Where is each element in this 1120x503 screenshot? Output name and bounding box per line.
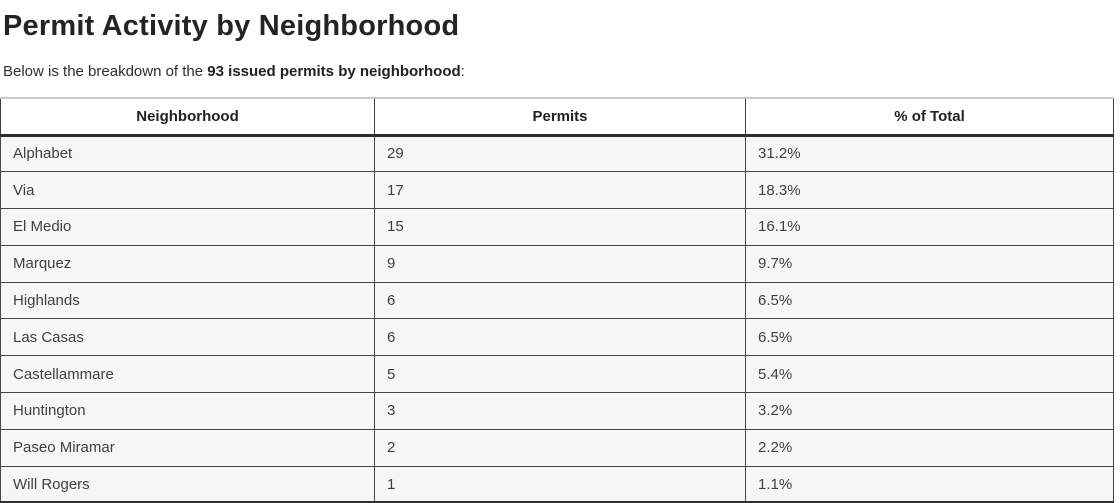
table-row — [1, 282, 1114, 319]
intro-prefix: Below is the breakdown of the — [3, 63, 208, 80]
table-header — [1, 98, 1114, 135]
permits-table — [0, 97, 1114, 503]
cell-neighborhood: Castellammare — [1, 356, 375, 393]
cell-pct: 2.2% — [746, 429, 1114, 466]
cell-pct: 9.7% — [746, 245, 1114, 282]
table-row — [1, 172, 1114, 209]
table-row — [1, 393, 1114, 430]
cell-permits: 5 — [375, 356, 746, 393]
cell-pct: 5.4% — [746, 356, 1114, 393]
table-body — [1, 135, 1114, 503]
cell-pct: 6.5% — [746, 319, 1114, 356]
column-header-neighborhood: Neighborhood — [1, 98, 375, 135]
table-row — [1, 429, 1114, 466]
intro-bold-highlight: 93 issued permits by neighborhood — [207, 63, 461, 80]
cell-neighborhood: El Medio — [1, 209, 375, 246]
cell-permits: 3 — [375, 393, 746, 430]
cell-pct: 31.2% — [746, 135, 1114, 172]
cell-neighborhood: Via — [1, 172, 375, 209]
cell-permits: 1 — [375, 466, 746, 503]
intro-suffix: : — [460, 63, 465, 80]
table-row — [1, 319, 1114, 356]
cell-permits: 6 — [375, 282, 746, 319]
table-row — [1, 209, 1114, 246]
cell-neighborhood: Marquez — [1, 245, 375, 282]
table-row — [1, 356, 1114, 393]
cell-neighborhood: Alphabet — [1, 135, 375, 172]
cell-pct: 1.1% — [746, 466, 1114, 503]
cell-permits: 15 — [375, 209, 746, 246]
page-title: Permit Activity by Neighborhood — [3, 10, 460, 42]
column-header-permits: Permits — [375, 98, 746, 135]
cell-neighborhood: Will Rogers — [1, 466, 375, 503]
cell-permits: 29 — [375, 135, 746, 172]
cell-pct: 3.2% — [746, 393, 1114, 430]
table-row — [1, 135, 1114, 172]
intro-text — [0, 62, 1120, 82]
cell-pct: 16.1% — [746, 209, 1114, 246]
table-row — [1, 466, 1114, 503]
cell-permits: 17 — [375, 172, 746, 209]
cell-neighborhood: Paseo Miramar — [1, 429, 375, 466]
cell-neighborhood: Huntington — [1, 393, 375, 430]
table-header-row — [1, 98, 1114, 135]
cell-pct: 18.3% — [746, 172, 1114, 209]
cell-neighborhood: Las Casas — [1, 319, 375, 356]
cell-pct: 6.5% — [746, 282, 1114, 319]
cell-permits: 2 — [375, 429, 746, 466]
cell-permits: 6 — [375, 319, 746, 356]
cell-neighborhood: Highlands — [1, 282, 375, 319]
cell-permits: 9 — [375, 245, 746, 282]
document-page — [0, 7, 1120, 503]
column-header-pct-of-total: % of Total — [746, 98, 1114, 135]
table-row — [1, 245, 1114, 282]
